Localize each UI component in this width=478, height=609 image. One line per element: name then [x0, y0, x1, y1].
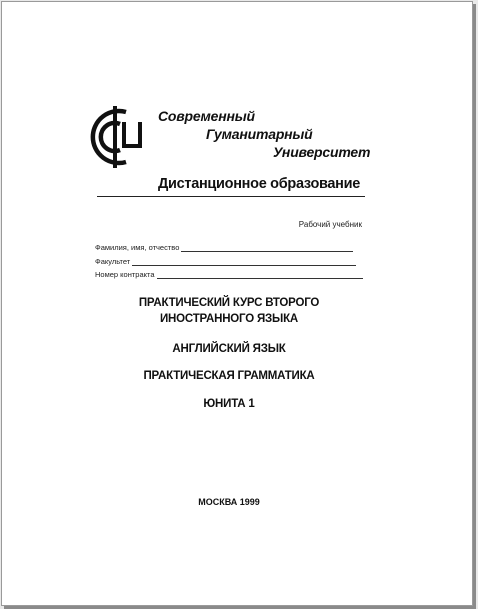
university-name-line1: Современный [158, 108, 255, 124]
faculty-field-line [132, 258, 356, 266]
header-divider [97, 196, 365, 197]
document-page [1, 1, 473, 606]
contract-field-line [157, 271, 363, 279]
name-field-label: Фамилия, имя, отчество [95, 243, 180, 252]
contract-field [95, 270, 363, 279]
language-title: АНГЛИЙСКИЙ ЯЗЫК [172, 343, 286, 355]
faculty-field [95, 257, 356, 266]
document-type: Рабочий учебник [298, 220, 362, 229]
faculty-field-label: Факультет [95, 257, 131, 266]
name-field [95, 243, 353, 252]
subject-title: ПРАКТИЧЕСКАЯ ГРАММАТИКА [143, 370, 315, 382]
course-title-line1: ПРАКТИЧЕСКИЙ КУРС ВТОРОГО [138, 297, 320, 309]
program-title: Дистанционное образование [158, 176, 361, 192]
unit-title: ЮНИТА 1 [203, 398, 255, 410]
contract-field-label: Номер контракта [95, 270, 155, 279]
place-year: МОСКВА 1999 [198, 497, 260, 507]
university-logo-icon [86, 102, 150, 172]
name-field-line [181, 244, 353, 252]
university-name-line2: Гуманитарный [206, 126, 313, 142]
university-name-line3: Университет [273, 144, 371, 160]
course-title-line2: ИНОСТРАННОГО ЯЗЫКА [159, 313, 299, 325]
